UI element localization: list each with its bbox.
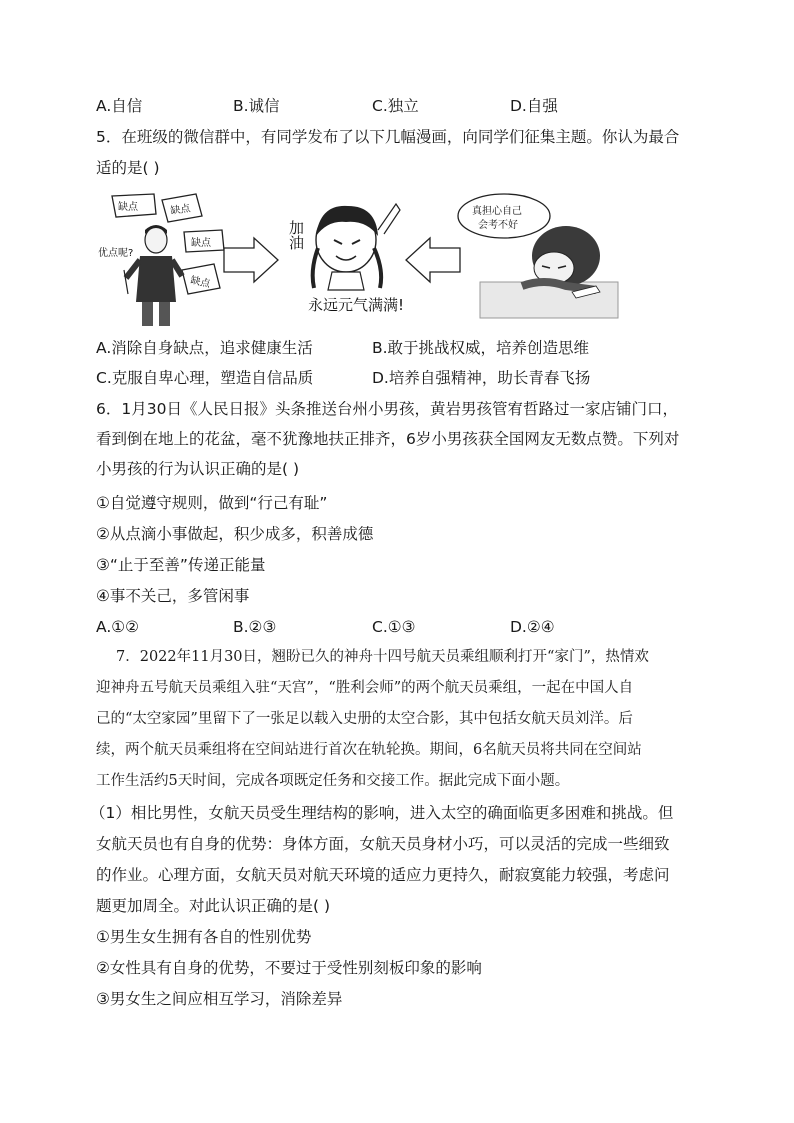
q5-stem-line2: 适的是( ) [96,159,160,177]
comic-left-panel [98,194,224,326]
q7-passage-line4: 续，两个航天员乘组将在空间站进行首次在轨轮换。期间，6名航天员将共同在空间站 [96,742,642,758]
q7-item-3: ③男女生之间应相互学习，消除差异 [96,990,343,1008]
comic-illustration [96,190,620,328]
q6-option-a: A.①② [96,618,140,636]
arrow-right-icon [224,238,278,282]
bubble-defect-4 [182,264,220,294]
bubble-defect-1-text: 缺点 [118,202,138,213]
q6-item-2: ②从点滴小事做起，积少成多，积善成德 [96,525,374,543]
bubble-defect-3-text: 缺点 [191,238,211,249]
q5-option-d: D.培养自强精神，助长青春飞扬 [372,369,591,387]
q5-stem-line1: 5．在班级的微信群中，有同学发布了以下几幅漫画，向同学们征集主题。你认为最合 [96,128,680,146]
q6-option-c: C.①③ [372,618,416,636]
q6-stem-line2: 看到倒在地上的花盆，毫不犹豫地扶正排齐，6岁小男孩获全国网友无数点赞。下列对 [96,430,680,448]
comic-right-panel [458,194,618,318]
q5-option-c: C.克服自卑心理，塑造自信品质 [96,369,314,387]
arrow-left-icon [406,238,460,282]
bubble-defect-3 [184,230,224,252]
q6-option-b: B.②③ [233,618,277,636]
q7-sub1-line2: 女航天员也有自身的优势：身体方面，女航天员身材小巧，可以灵活的完成一些细致 [96,835,670,853]
q4-option-a: A.自信 [96,97,143,115]
q7-passage-line1: 7．2022年11月30日，翘盼已久的神舟十四号航天员乘组顺利打开“家门”，热情欢 [116,649,649,665]
bubble-defect-2 [162,194,202,222]
q6-option-d: D.②④ [510,618,555,636]
q7-sub1-line4: 题更加周全。对此认识正确的是( ) [96,897,331,915]
comic-middle-panel [287,204,404,314]
q7-passage-line3: 己的“太空家园”里留下了一张足以载入史册的太空合影，其中包括女航天员刘洋。后 [96,711,633,727]
q6-item-3: ③“止于至善”传递正能量 [96,556,266,574]
bubble-defect-4-text: 缺点 [189,275,212,291]
q7-item-1: ①男生女生拥有各自的性别优势 [96,928,312,946]
middle-caption: 永远元气满满! [308,296,405,314]
q5-option-a: A.消除自身缺点，追求健康生活 [96,339,313,357]
q7-sub1-line1: （1）相比男性，女航天员受生理结构的影响，进入太空的确面临更多困难和挑战。但 [90,804,674,822]
middle-side-text: 加油 [287,220,305,250]
q6-item-1: ①自觉遵守规则，做到“行己有耻” [96,494,328,512]
q5-comic [96,190,620,328]
left-question-text: 优点呢? [98,248,134,259]
right-bubble-line1: 真担心自己 [472,206,522,217]
q5-option-b: B.敢于挑战权威，培养创造思维 [372,339,590,357]
q7-sub1-line3: 的作业。心理方面，女航天员对航天环境的适应力更持久，耐寂寞能力较强，考虑问 [96,866,670,884]
q6-stem-line1: 6．1月30日《人民日报》头条推送台州小男孩，黄岩男孩管宥哲路过一家店铺门口， [96,400,678,418]
q7-passage-line2: 迎神舟五号航天员乘组入驻“天宫”，“胜利会师”的两个航天员乘组，一起在中国人自 [96,680,634,696]
bubble-defect-1 [112,194,156,217]
right-bubble-line2: 会考不好 [478,220,518,231]
q4-option-d: D.自强 [510,97,558,115]
q4-option-c: C.独立 [372,97,419,115]
bubble-defect-2-text: 缺点 [169,203,192,217]
q4-option-b: B.诚信 [233,97,280,115]
q6-item-4: ④事不关己，多管闲事 [96,587,250,605]
q7-passage-line5: 工作生活约5天时间，完成各项既定任务和交接工作。据此完成下面小题。 [96,773,570,789]
q7-item-2: ②女性具有自身的优势，不要过于受性别刻板印象的影响 [96,959,482,977]
q6-stem-line3: 小男孩的行为认识正确的是( ) [96,460,300,478]
